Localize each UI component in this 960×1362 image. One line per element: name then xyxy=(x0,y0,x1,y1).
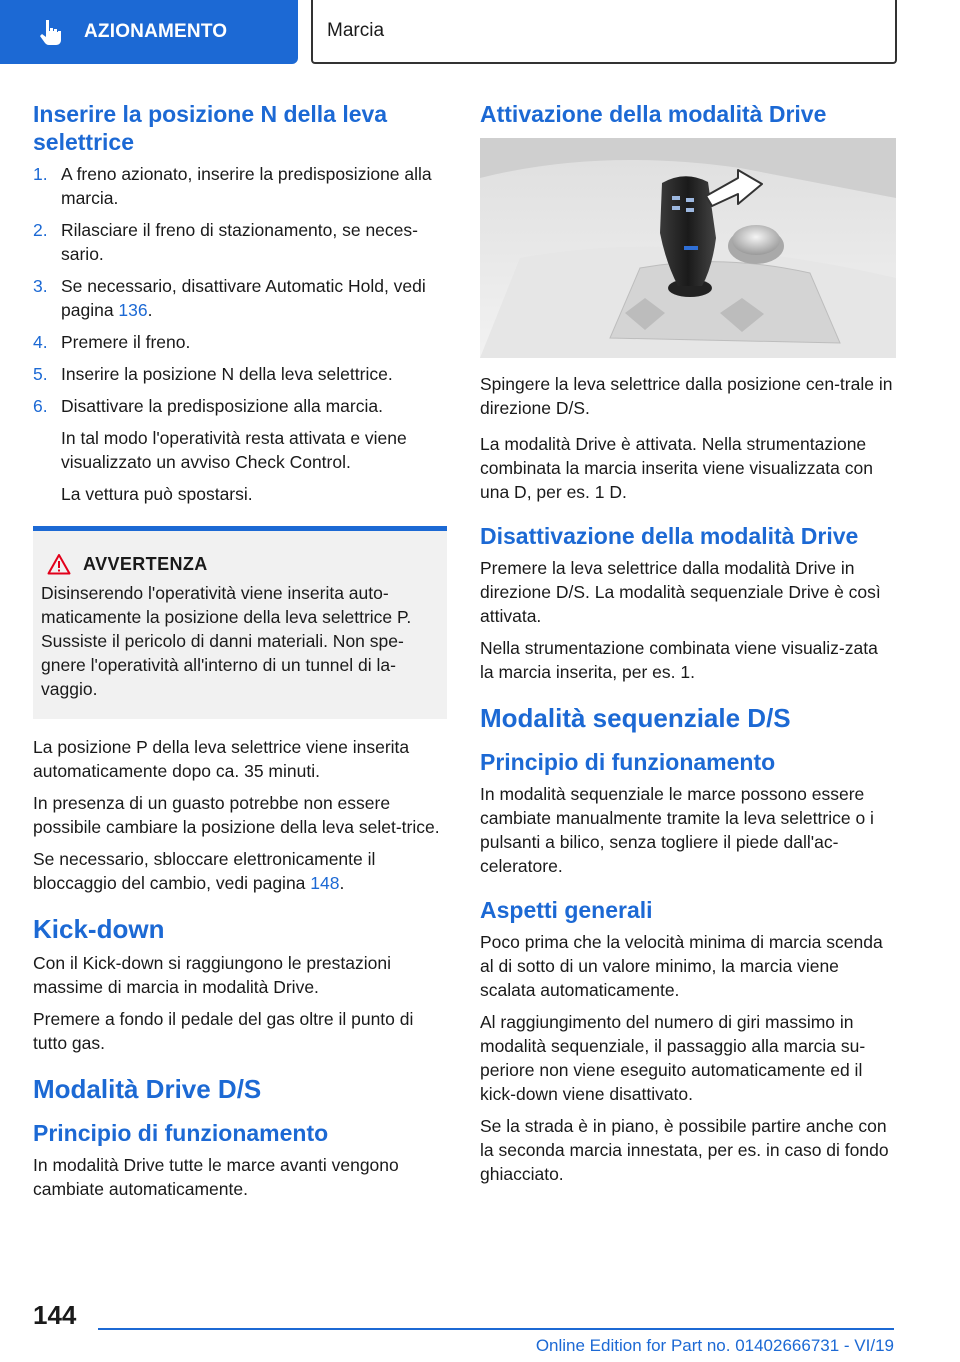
right-column xyxy=(480,100,896,1194)
step-number: 4. xyxy=(33,332,48,352)
drive-principle-heading: Principio di funzionamento xyxy=(33,1120,329,1146)
page-link-136[interactable]: 136 xyxy=(118,300,148,320)
kickdown-heading: Kick-down xyxy=(33,914,165,944)
step-item xyxy=(33,162,447,210)
step-number: 6. xyxy=(33,396,48,416)
fault-paragraph: In presenza di un guasto potrebbe non essere possibile cambiare la posizione della leva selet‐trice. xyxy=(33,793,440,837)
step-text: Premere il freno. xyxy=(61,332,191,352)
step-item xyxy=(33,218,447,266)
step-number: 5. xyxy=(33,364,48,384)
step-text-end: . xyxy=(147,300,153,320)
page-link-148[interactable]: 148 xyxy=(310,873,340,893)
unlock-paragraph xyxy=(33,847,447,895)
chapter-box xyxy=(311,0,897,64)
step-note: In tal modo l'operatività resta attivata e viene visualizzato un avviso Check Control. xyxy=(61,428,407,472)
n-position-steps xyxy=(33,162,447,418)
kickdown-paragraph: Premere a fondo il pedale del gas oltre il punto di tutto gas. xyxy=(33,1009,414,1053)
general-aspects-heading: Aspetti generali xyxy=(480,897,653,923)
sequential-principle-paragraph: In modalità sequenziale le marce possono essere cambiate manualmente tramite la leva selettrice o i pulsanti a bilico, senza togliere il piede dall'ac‐celeratore. xyxy=(480,784,874,876)
deactivate-drive-heading: Disattivazione della modalità Drive xyxy=(480,523,859,549)
step-text: Se necessario, disattivare Automatic Hold, vedi pagina xyxy=(61,276,426,320)
section-tab xyxy=(0,0,298,64)
drive-principle-paragraph: In modalità Drive tutte le marce avanti vengono cambiate automaticamente. xyxy=(33,1155,399,1199)
step-item xyxy=(33,274,447,322)
unlock-text-end: . xyxy=(339,873,345,893)
step-number: 3. xyxy=(33,276,48,296)
activate-paragraph: La modalità Drive è attivata. Nella strumentazione combinata la marcia inserita viene visualizzata con una D, per es. 1 D. xyxy=(480,434,873,502)
edition-note: Online Edition for Part no. 01402666731 - VI/19 xyxy=(535,1336,894,1355)
kickdown-paragraph: Con il Kick-down si raggiungono le prestazioni massime di marcia in modalità Drive. xyxy=(33,953,391,997)
step-note: La vettura può spostarsi. xyxy=(61,484,253,504)
activate-paragraph: Spingere la leva selettrice dalla posizione cen‐trale in direzione D/S. xyxy=(480,374,893,418)
activate-drive-heading: Attivazione della modalità Drive xyxy=(480,101,827,127)
step-text: A freno azionato, inserire la predisposizione alla marcia. xyxy=(61,164,432,208)
step-item xyxy=(33,394,447,418)
general-paragraph: Poco prima che la velocità minima di marcia scenda al di sotto di un valore minimo, la marcia viene scalata automaticamente. xyxy=(480,932,883,1000)
gear-selector-image xyxy=(480,138,896,358)
deactivate-paragraph: Premere la leva selettrice dalla modalità Drive in direzione D/S. La modalità sequenziale Drive è così attivata. xyxy=(480,558,881,626)
warning-text: Disinserendo l'operatività viene inserita auto‐maticamente la posizione della leva selettrice P. Sussiste il pericolo di danni materiali. Non spe‐gnere l'operatività all'interno di un tunnel di la‐vaggio. xyxy=(41,583,412,699)
deactivate-paragraph: Nella strumentazione combinata viene visualiz‐zata la marcia inserita, per es. 1. xyxy=(480,638,878,682)
step-text: Inserire la posizione N della leva selettrice. xyxy=(61,364,393,384)
sequential-mode-heading: Modalità sequenziale D/S xyxy=(480,703,791,733)
footer-divider xyxy=(98,1328,894,1330)
hand-pointer-icon xyxy=(38,18,64,46)
step-item xyxy=(33,362,447,386)
page-number: 144 xyxy=(33,1300,77,1330)
warning-title: AVVERTENZA xyxy=(83,553,208,574)
n-position-heading: Inserire la posizione N della leva selettrice xyxy=(33,101,388,155)
auto-p-paragraph: La posizione P della leva selettrice viene inserita automaticamente dopo ca. 35 minuti. xyxy=(33,737,410,781)
unlock-text: Se necessario, sbloccare elettronicamente il bloccaggio del cambio, vedi pagina xyxy=(33,849,376,893)
left-column xyxy=(33,100,447,1209)
step-text: Disattivare la predisposizione alla marcia. xyxy=(61,396,383,416)
section-title: AZIONAMENTO xyxy=(84,21,228,42)
general-paragraph: Se la strada è in piano, è possibile partire anche con la seconda marcia innestata, per es. in caso di fondo ghiacciato. xyxy=(480,1116,889,1184)
warning-title-row xyxy=(41,553,439,575)
step-text: Rilasciare il freno di stazionamento, se neces‐sario. xyxy=(61,220,418,264)
general-paragraph: Al raggiungimento del numero di giri massimo in modalità sequenziale, il passaggio alla marcia su‐periore non viene eseguito automaticamente ed il kick-down viene disattivato. xyxy=(480,1012,866,1104)
step-number: 1. xyxy=(33,164,48,184)
drive-mode-heading: Modalità Drive D/S xyxy=(33,1074,262,1104)
sequential-principle-heading: Principio di funzionamento xyxy=(480,749,776,775)
page-header xyxy=(0,0,960,66)
warning-triangle-icon xyxy=(47,553,71,575)
warning-box xyxy=(33,526,447,719)
chapter-title: Marcia xyxy=(327,20,385,41)
step-number: 2. xyxy=(33,220,48,240)
step-item xyxy=(33,330,447,354)
